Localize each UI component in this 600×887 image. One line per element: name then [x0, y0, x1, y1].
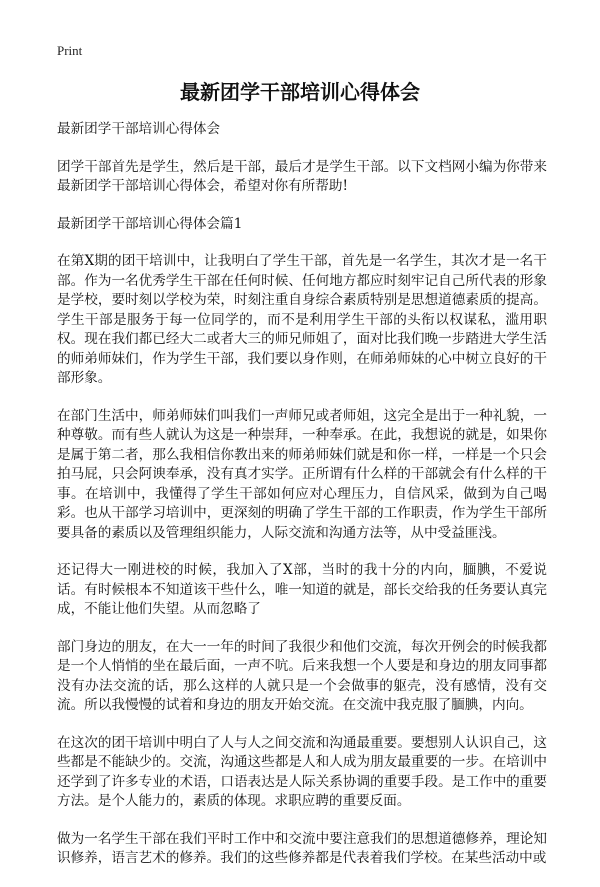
paragraph-body-6: 做为一名学生干部在我们平时工作中和交流中要注意我们的思想道德修养，理论知识修养，语言艺术的修养。我们的这些修养都是代表着我们学校。在某些活动中或 [57, 830, 547, 866]
paragraph-intro: 团学干部首先是学生，然后是干部，最后才是学生干部。以下文档网小编为你带来最新团学干部培训心得体会，希望对你有所帮助! [57, 158, 547, 194]
page-title: 最新团学干部培训心得体会 [180, 80, 420, 104]
paragraph-subtitle: 最新团学干部培训心得体会 [57, 121, 221, 137]
paragraph-body-1: 在第X期的团干培训中，让我明白了学生干部，首先是一名学生，其次才是一名干部。作为一名优秀学生干部在任何时候、任何地方都应时刻牢记自己所代表的形象是学校，要时刻以学校为荣，时刻注重自身综合素质特别是思想道德素质的提高。学生干部是服务于每一位同学的，而不是利用学生干部的头衔以权谋私，滥用职权。现在我们都已经大二或者大三的师兄师姐了，面对比我们晚一步踏进大学生活的师弟师妹们，作为学生干部，我们要以身作则，在师弟师妹的心中树立良好的干部形象。 [57, 253, 547, 386]
document-body [57, 120, 547, 887]
paragraph-body-2: 在部门生活中，师弟师妹们叫我们一声师兄或者师姐，这完全是出于一种礼貌，一种尊敬。而有些人就认为这是一种崇拜，一种奉承。在此，我想说的就是，如果你是属于第二者，那么我相信你教出来的师弟师妹们就是和你一样，一样是一个只会拍马屁，只会阿谀奉承，没有真才实学。正所谓有什么样的干部就会有什么样的干事。在培训中，我懂得了学生干部如何应对心理压力，自信风采，做到为自己喝彩。也从干部学习培训中，更深刻的明确了学生干部的工作职责，作为学生干部所要具备的素质以及管理组织能力，人际交流和沟通方法等，从中受益匪浅。 [57, 407, 547, 541]
paragraph-body-4: 部门身边的朋友，在大一一年的时间了我很少和他们交流，每次开例会的时候我都是一个人悄悄的坐在最后面，一声不吭。后来我想一个人要是和身边的朋友同事都没有办法交流的话，那么这样的人就只是一个会做事的躯壳，没有感情，没有交流。所以我慢慢的试着和身边的朋友开始交流。在交流中我克服了腼腆，内向。 [57, 638, 547, 713]
paragraph-body-3: 还记得大一刚进校的时候，我加入了X部，当时的我十分的内向，腼腆，不爱说话。有时候根本不知道该干些什么，唯一知道的就是，部长交给我的任务要认真完成，不能让他们失望。从而忽略了 [57, 562, 547, 617]
print-link[interactable]: Print [57, 43, 83, 58]
paragraph-body-5: 在这次的团干培训中明白了人与人之间交流和沟通最重要。要想别人认识自己，这些都是不能缺少的。交流，沟通这些都是人和人成为朋友最重要的一步。在培训中还学到了许多专业的术语，口语表达是人际关系协调的重要手段。是工作中的重要方法。是个人能力的，素质的体现。求职应聘的重要反面。 [57, 734, 547, 809]
paragraph-section-heading: 最新团学干部培训心得体会篇1 [57, 215, 243, 232]
